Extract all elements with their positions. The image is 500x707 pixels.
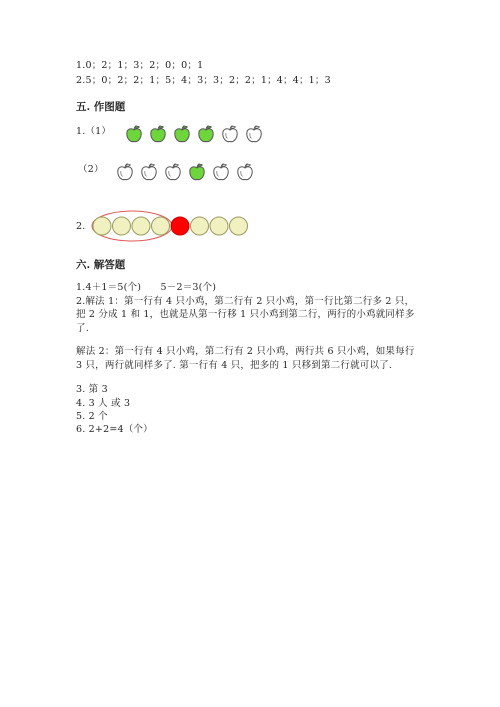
answer-line-2: 2.5；0；2；2；1；5；4；3；3；2；2；1；4；4；1；3 [76, 75, 331, 86]
answer-line-1: 1.0；2；1；3；2；0；0；1 [76, 60, 204, 71]
white-apple-icon [245, 124, 263, 144]
yellow-circle [113, 217, 131, 235]
green-apple-icon [173, 124, 191, 144]
green-apple-icon [188, 162, 206, 182]
answer-2-line-2: 把 2 分成 1 和 1，也就是从第一行移 1 只小鸡到第二行，两行的小鸡就同样多 [76, 309, 415, 320]
answer-2-method2-line-2: 3 只，两行就同样多了. 第一行有 4 只，把多的 1 只移到第二行就可以了. [76, 360, 393, 371]
yellow-circle [93, 217, 111, 235]
yellow-circle [132, 217, 150, 235]
q1-label: 1.（1） [76, 126, 112, 137]
circles-figure [88, 210, 248, 244]
answer-2-line-1: 2.解法 1：第一行有 4 只小鸡，第二行有 2 只小鸡，第一行比第二行多 2 只， [76, 296, 415, 307]
white-apple-icon [116, 162, 134, 182]
answer-5: 5. 2 个 [76, 411, 108, 422]
yellow-circle [152, 217, 170, 235]
yellow-circle [230, 217, 248, 235]
white-apple-icon [236, 162, 254, 182]
yellow-circle [210, 217, 228, 235]
q2-label: （2） [78, 164, 104, 175]
white-apple-icon [212, 162, 230, 182]
answer-2-method2-line-1: 解法 2：第一行有 4 只小鸡，第二行有 2 只小鸡，两行共 6 只小鸡，如果每行 [76, 346, 415, 357]
section-five-title: 五. 作图题 [76, 101, 126, 113]
white-apple-icon [164, 162, 182, 182]
answer-3: 3. 第 3 [76, 384, 108, 395]
white-apple-icon [140, 162, 158, 182]
white-apple-icon [221, 124, 239, 144]
answer-4: 4. 3 人 或 3 [76, 398, 131, 409]
red-circle [171, 217, 189, 235]
apple-row-2 [116, 162, 254, 182]
apple-row-1 [125, 124, 263, 144]
answer-6: 6. 2+2=4（个） [76, 424, 153, 435]
yellow-circle [191, 217, 209, 235]
answer-2-line-3: 了. [76, 323, 89, 334]
green-apple-icon [197, 124, 215, 144]
green-apple-icon [149, 124, 167, 144]
green-apple-icon [125, 124, 143, 144]
answer-1: 1.4＋1＝5(个) 5－2＝3(个) [76, 282, 217, 293]
section-six-title: 六. 解答题 [76, 259, 126, 271]
q3-label: 2. [76, 221, 86, 232]
